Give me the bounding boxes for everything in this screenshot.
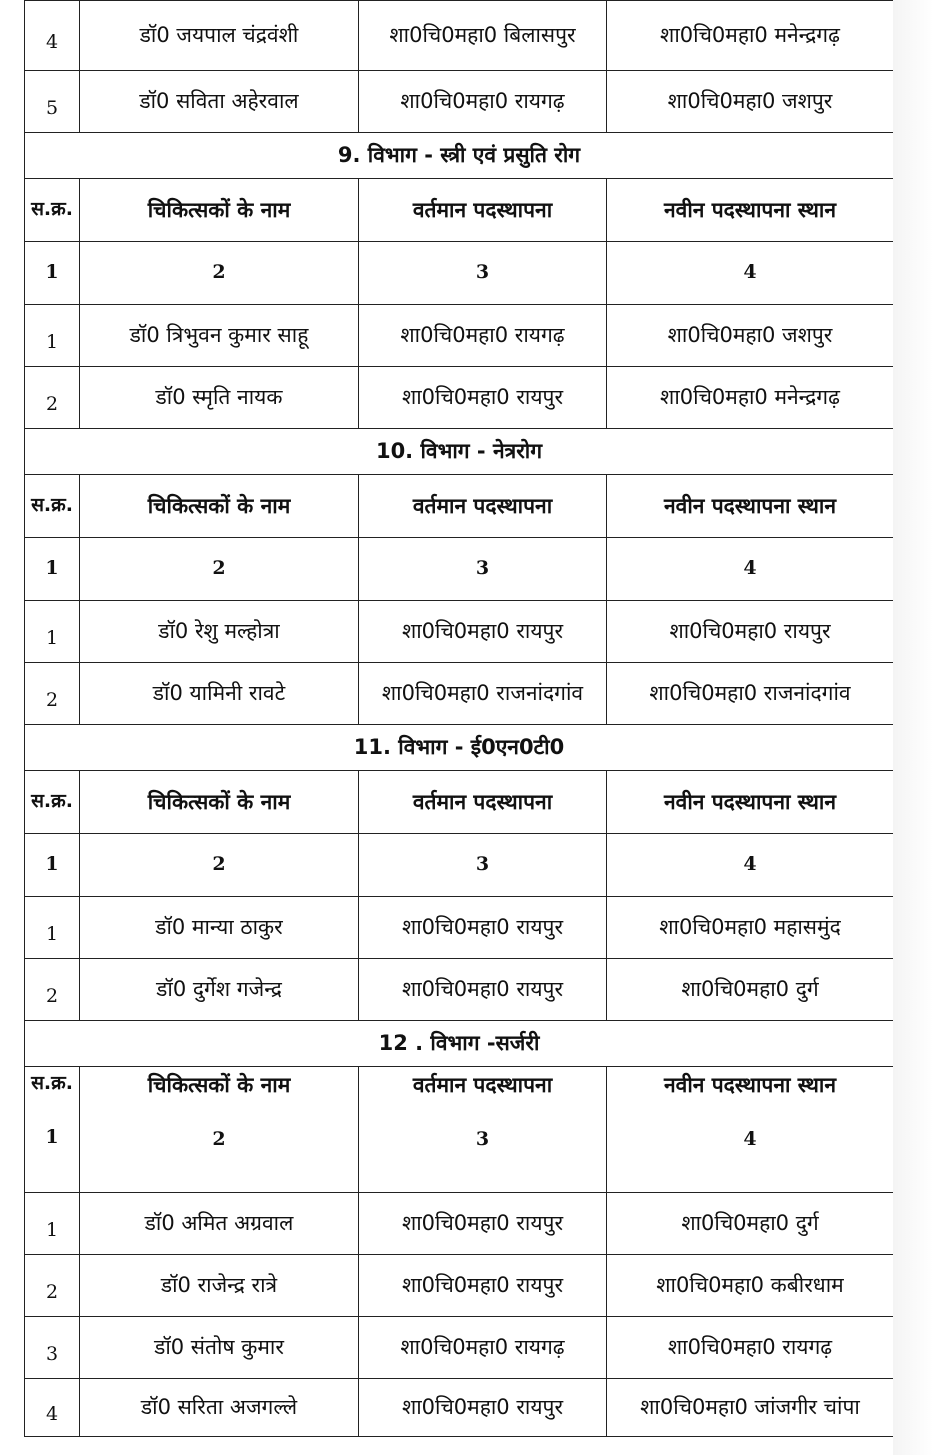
doctor-name-cell: डॉ0 रेशु मल्होत्रा — [80, 601, 359, 663]
header-name: चिकित्सकों के नाम — [80, 179, 359, 242]
current-posting-cell: शा0चि0महा0 राजनांदगांव — [359, 663, 607, 725]
doctor-name-cell: डॉ0 सरिता अजगल्ले — [80, 1379, 359, 1437]
serial-number-cell: 3 — [25, 1317, 80, 1379]
header-name: चिकित्सकों के नाम — [80, 475, 359, 538]
header-serial: स.क्र. — [25, 771, 80, 834]
table-row — [25, 1255, 894, 1317]
new-posting-cell: शा0चि0महा0 दुर्ग — [607, 1193, 894, 1255]
table-row — [25, 71, 894, 133]
table-row — [25, 601, 894, 663]
header-row — [25, 1067, 894, 1193]
section-title-row — [25, 725, 894, 771]
serial-number-cell: 1 — [25, 1193, 80, 1255]
current-posting-cell: शा0चि0महा0 रायगढ़ — [359, 71, 607, 133]
header-serial-cell — [25, 1067, 80, 1193]
section-title-row — [25, 133, 894, 179]
serial-number-cell: 4 — [25, 1379, 80, 1437]
column-number: 1 — [25, 834, 80, 897]
header-serial: स.क्र. — [25, 475, 80, 538]
new-posting-cell: शा0चि0महा0 जशपुर — [607, 71, 894, 133]
header-current-posting: वर्तमान पदस्थापना — [412, 1073, 553, 1097]
serial-number-cell: 2 — [25, 663, 80, 725]
header-name-cell — [80, 1067, 359, 1193]
new-posting-cell: शा0चि0महा0 राजनांदगांव — [607, 663, 894, 725]
column-number: 3 — [359, 538, 607, 601]
serial-number-cell: 1 — [25, 305, 80, 367]
column-number: 1 — [25, 242, 80, 305]
new-posting-cell: शा0चि0महा0 मनेन्द्रगढ़ — [607, 367, 894, 429]
current-posting-cell: शा0चि0महा0 रायपुर — [359, 959, 607, 1021]
column-number-row — [25, 242, 894, 305]
section-title: 10. विभाग - नेत्ररोग — [25, 429, 894, 475]
serial-number-cell: 2 — [25, 367, 80, 429]
current-posting-cell: शा0चि0महा0 रायपुर — [359, 1379, 607, 1437]
current-posting-cell: शा0चि0महा0 रायपुर — [359, 601, 607, 663]
header-new-posting-cell — [607, 1067, 894, 1193]
doctor-name-cell: डॉ0 त्रिभुवन कुमार साहू — [80, 305, 359, 367]
header-name: चिकित्सकों के नाम — [80, 771, 359, 834]
header-new-posting: नवीन पदस्थापना स्थान — [663, 1073, 837, 1097]
section-title: 11. विभाग - ई0एन0टी0 — [25, 725, 894, 771]
table-row — [25, 1193, 894, 1255]
current-posting-cell: शा0चि0महा0 रायपुर — [359, 897, 607, 959]
table-row — [25, 663, 894, 725]
header-serial: स.क्र. — [25, 179, 80, 242]
column-number: 2 — [80, 538, 359, 601]
column-number: 3 — [475, 1128, 490, 1151]
header-new-posting: नवीन पदस्थापना स्थान — [607, 179, 894, 242]
section-title: 9. विभाग - स्त्री एवं प्रसुति रोग — [25, 133, 894, 179]
header-row — [25, 771, 894, 834]
column-number-row — [25, 834, 894, 897]
serial-number-cell: 1 — [25, 601, 80, 663]
doctor-name-cell: डॉ0 राजेन्द्र रात्रे — [80, 1255, 359, 1317]
header-current-posting: वर्तमान पदस्थापना — [359, 475, 607, 538]
doctor-name-cell: डॉ0 सविता अहेरवाल — [80, 71, 359, 133]
new-posting-cell: शा0चि0महा0 दुर्ग — [607, 959, 894, 1021]
new-posting-cell: शा0चि0महा0 जांजगीर चांपा — [607, 1379, 894, 1437]
column-number: 3 — [359, 834, 607, 897]
doctor-name-cell: डॉ0 जयपाल चंद्रवंशी — [80, 1, 359, 71]
column-number: 2 — [80, 242, 359, 305]
header-new-posting: नवीन पदस्थापना स्थान — [607, 475, 894, 538]
column-number: 1 — [25, 538, 80, 601]
table-row — [25, 1, 894, 71]
table-row — [25, 1379, 894, 1437]
header-name: चिकित्सकों के नाम — [147, 1073, 291, 1097]
header-row — [25, 475, 894, 538]
table-row — [25, 897, 894, 959]
header-current-posting: वर्तमान पदस्थापना — [359, 771, 607, 834]
current-posting-cell: शा0चि0महा0 रायगढ़ — [359, 305, 607, 367]
section-title-row — [25, 1021, 894, 1067]
column-number: 2 — [212, 1128, 226, 1151]
current-posting-cell: शा0चि0महा0 रायपुर — [359, 1193, 607, 1255]
table-row — [25, 1317, 894, 1379]
new-posting-cell: शा0चि0महा0 रायपुर — [607, 601, 894, 663]
column-number-row — [25, 538, 894, 601]
doctor-name-cell: डॉ0 दुर्गेश गजेन्द्र — [80, 959, 359, 1021]
column-number: 3 — [359, 242, 607, 305]
serial-number-cell: 2 — [25, 1255, 80, 1317]
table-row — [25, 305, 894, 367]
current-posting-cell: शा0चि0महा0 रायगढ़ — [359, 1317, 607, 1379]
new-posting-cell: शा0चि0महा0 मनेन्द्रगढ़ — [607, 1, 894, 71]
new-posting-cell: शा0चि0महा0 महासमुंद — [607, 897, 894, 959]
serial-number-cell: 1 — [25, 897, 80, 959]
header-current-posting: वर्तमान पदस्थापना — [359, 179, 607, 242]
new-posting-cell: शा0चि0महा0 जशपुर — [607, 305, 894, 367]
posting-table — [24, 0, 894, 1437]
column-number: 4 — [743, 1128, 757, 1151]
doctor-name-cell: डॉ0 संतोष कुमार — [80, 1317, 359, 1379]
serial-number-cell: 4 — [25, 1, 80, 71]
column-number: 4 — [607, 834, 894, 897]
doctor-name-cell: डॉ0 मान्या ठाकुर — [80, 897, 359, 959]
column-number: 1 — [45, 1125, 59, 1148]
current-posting-cell: शा0चि0महा0 बिलासपुर — [359, 1, 607, 71]
current-posting-cell: शा0चि0महा0 रायपुर — [359, 367, 607, 429]
table-row — [25, 367, 894, 429]
table-row — [25, 959, 894, 1021]
new-posting-cell: शा0चि0महा0 रायगढ़ — [607, 1317, 894, 1379]
header-new-posting: नवीन पदस्थापना स्थान — [607, 771, 894, 834]
section-title: 12 . विभाग -सर्जरी — [25, 1021, 894, 1067]
header-row — [25, 179, 894, 242]
column-number: 2 — [80, 834, 359, 897]
header-serial: स.क्र. — [31, 1072, 73, 1094]
column-number: 4 — [607, 538, 894, 601]
new-posting-cell: शा0चि0महा0 कबीरधाम — [607, 1255, 894, 1317]
page-edge-shadow — [893, 0, 933, 1455]
doctor-name-cell: डॉ0 अमित अग्रवाल — [80, 1193, 359, 1255]
doctor-name-cell: डॉ0 यामिनी रावटे — [80, 663, 359, 725]
serial-number-cell: 2 — [25, 959, 80, 1021]
column-number: 4 — [607, 242, 894, 305]
serial-number-cell: 5 — [25, 71, 80, 133]
header-current-posting-cell — [359, 1067, 607, 1193]
doctor-name-cell: डॉ0 स्मृति नायक — [80, 367, 359, 429]
section-title-row — [25, 429, 894, 475]
current-posting-cell: शा0चि0महा0 रायपुर — [359, 1255, 607, 1317]
